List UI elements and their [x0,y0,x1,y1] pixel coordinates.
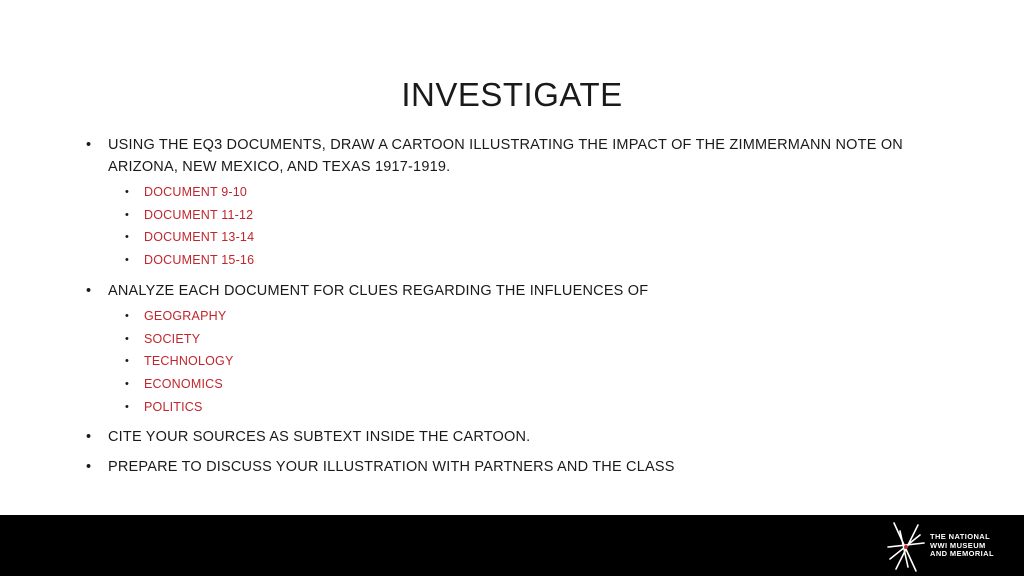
bullet-text-line1: USING THE EQ3 DOCUMENTS, DRAW A CARTOON ILLUSTRATING THE IMPACT OF THE ZIMMERMANN NOTE ON [108,137,903,153]
list-item: • ECONOMICS [125,376,223,391]
footer-bar [0,515,1024,576]
list-item: • GEOGRAPHY [125,308,227,323]
bullet-text: PREPARE TO DISCUSS YOUR ILLUSTRATION WITH PARTNERS AND THE CLASS [108,459,675,476]
bullet-dot: • [86,137,92,153]
list-item: • DOCUMENT 11-12 [125,207,254,222]
list-item: • SOCIETY [125,331,201,346]
documents-list [122,181,906,272]
bullet-text: ANALYZE EACH DOCUMENT FOR CLUES REGARDING THE INFLUENCES OF [108,282,649,299]
list-item: • DOCUMENT 9-10 [125,185,248,199]
list-item: • TECHNOLOGY [125,354,234,369]
list-item: • DOCUMENT 13-14 [125,230,255,245]
list-item: • POLITICS [125,399,203,414]
museum-logo-icon [886,521,926,573]
slide-title: INVESTIGATE [401,76,623,113]
slide-content [86,134,906,478]
bullet-analyze: • ANALYZE EACH DOCUMENT FOR CLUES REGARDING THE INFLUENCES OF [86,282,649,299]
bullet-prepare: • PREPARE TO DISCUSS YOUR ILLUSTRATION WITH PARTNERS AND THE CLASS [86,459,675,476]
museum-logo [886,521,1006,571]
bullet-cite: • CITE YOUR SOURCES AS SUBTEXT INSIDE THE CARTOON. [86,429,531,446]
bullet-text-line2: ARIZONA, NEW MEXICO, AND TEXAS 1917-1919. [108,159,451,175]
bullet-zimmermann [86,134,906,178]
museum-logo-text: THE NATIONAL WWI MUSEUM AND MEMORIAL [930,532,994,558]
list-item: • DOCUMENT 15-16 [125,253,255,268]
bullet-text: CITE YOUR SOURCES AS SUBTEXT INSIDE THE CARTOON. [108,429,531,446]
influences-list [122,305,906,419]
